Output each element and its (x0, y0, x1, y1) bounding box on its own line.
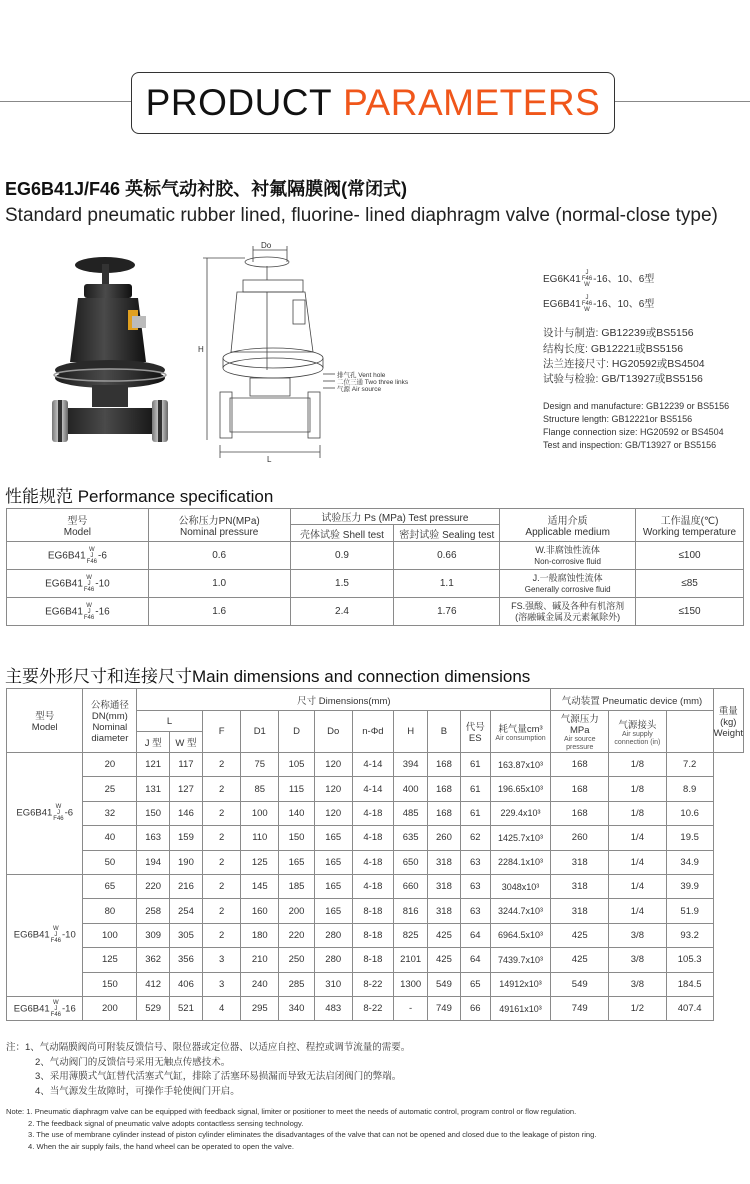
note-cn-4: 4、当气源发生故障时，可操作手轮使阀门开启。 (35, 1085, 240, 1097)
notes-cn (6, 1041, 410, 1099)
dims-cell: 2 (202, 899, 241, 923)
dims-cell: 749 (428, 996, 461, 1020)
header-word-product: PRODUCT (145, 82, 333, 123)
dims-cell: 295 (241, 996, 279, 1020)
dims-cell: 80 (83, 899, 137, 923)
perf-header-test: 试验压力 Ps (MPa) Test pressure (290, 509, 500, 525)
dims-cell: 400 (394, 777, 428, 801)
drawing-label-links: 二位三通 Two three links (337, 379, 409, 386)
dims-cell: 412 (137, 972, 170, 996)
dims-header-connection: 气源接头 Air supply connection (in) (609, 711, 667, 753)
dims-cell: 185 (279, 874, 315, 898)
perf-cell-pn: 1.0 (148, 570, 290, 598)
dims-cell: 285 (279, 972, 315, 996)
dims-cell: 2 (202, 777, 241, 801)
dims-cell: 549 (551, 972, 609, 996)
dims-cell: 61 (460, 777, 490, 801)
dims-row (7, 948, 744, 972)
dims-header-dn: 公称通径 DN(mm) Nominal diameter (83, 689, 137, 753)
dims-cell: 210 (241, 948, 279, 972)
model-cell: EG6B41W J F46-16 (7, 598, 149, 626)
dims-header-h: H (394, 711, 428, 753)
dims-cell: 4-18 (352, 826, 394, 850)
dims-cell: 318 (551, 850, 609, 874)
dims-cell: 258 (137, 899, 170, 923)
dims-cell: 125 (241, 850, 279, 874)
dims-cell: 254 (170, 899, 203, 923)
dims-cell: 75 (241, 753, 279, 777)
dims-header-d1: D1 (241, 711, 279, 753)
dims-header-w: W 型 (170, 732, 203, 753)
dims-cell: 180 (241, 923, 279, 947)
dims-cell: 425 (428, 948, 461, 972)
dims-cell: 1/8 (609, 753, 667, 777)
dims-cell: 194 (137, 850, 170, 874)
dims-cell: 61 (460, 801, 490, 825)
dims-cell: - (394, 996, 428, 1020)
dims-cell: 110 (241, 826, 279, 850)
valve-technical-drawing (195, 240, 435, 465)
note-en-2: 2. The feedback signal of pneumatic valve adopts contactless sensing technology. (28, 1118, 304, 1128)
dims-cell: 165 (314, 826, 352, 850)
dims-cell: 229.4x10³ (490, 801, 551, 825)
dims-cell: 64 (460, 923, 490, 947)
dims-row (7, 801, 744, 825)
dims-cell: 8-18 (352, 948, 394, 972)
dims-cell: 220 (279, 923, 315, 947)
dims-cell: 14912x10³ (490, 972, 551, 996)
dims-header-l: L (137, 711, 203, 732)
dims-cell: 184.5 (666, 972, 713, 996)
dims-header-j: J 型 (137, 732, 170, 753)
standard-en-1: Design and manufacture: GB12239 or BS5156 (543, 401, 730, 411)
dims-header-weight: 重量(kg) Weight (713, 689, 743, 753)
dims-cell: 168 (551, 777, 609, 801)
dims-cell: 3048x10³ (490, 874, 551, 898)
dims-cell: 4-18 (352, 874, 394, 898)
dims-cell: 51.9 (666, 899, 713, 923)
dims-cell: 120 (314, 777, 352, 801)
dims-cell: 63 (460, 850, 490, 874)
perf-table (6, 508, 744, 626)
header-banner (131, 72, 615, 134)
dims-cell: 340 (279, 996, 315, 1020)
notes-en (6, 1106, 746, 1152)
dims-cell: 1/8 (609, 801, 667, 825)
dims-cell: 200 (279, 899, 315, 923)
perf-header-shell: 壳体试验 Shell test (290, 525, 394, 542)
dims-cell: 120 (314, 753, 352, 777)
perf-header-model: 型号 Model (7, 509, 149, 542)
dims-cell: 4-14 (352, 777, 394, 801)
dims-cell: 8-18 (352, 899, 394, 923)
dims-cell: 2 (202, 874, 241, 898)
dims-cell: 305 (170, 923, 203, 947)
perf-cell-seal: 1.76 (394, 598, 500, 626)
dims-cell: 150 (279, 826, 315, 850)
dims-cell: 63 (460, 874, 490, 898)
dims-header-do: Do (314, 711, 352, 753)
dims-cell: 2101 (394, 948, 428, 972)
dims-cell: 131 (137, 777, 170, 801)
dims-cell: 168 (551, 753, 609, 777)
note-cn-2: 2、气动阀门的反馈信号采用无触点传感技术。 (35, 1056, 231, 1068)
model-cell: EG6B41W J F46-6 (7, 542, 149, 570)
model-suffix-stack: J F46 W (581, 295, 593, 314)
dims-header-pneumatic: 气动装置 Pneumatic device (mm) (551, 689, 713, 711)
dims-cell: 165 (314, 850, 352, 874)
perf-row (7, 598, 744, 626)
dims-cell: 1/4 (609, 899, 667, 923)
perf-cell-medium: W.非腐蚀性流体 Non-corrosive fluid (500, 542, 636, 570)
dims-cell: 425 (428, 923, 461, 947)
dims-cell: 4 (202, 996, 241, 1020)
dims-cell: 100 (83, 923, 137, 947)
drawing-label-do: Do (261, 241, 272, 250)
perf-cell-temp: ≤150 (636, 598, 744, 626)
dims-cell: 115 (279, 777, 315, 801)
dims-cell: 61 (460, 753, 490, 777)
perf-cell-shell: 2.4 (290, 598, 394, 626)
drawing-label-vent: 排气孔 Vent hole (337, 372, 386, 379)
drawing-label-h: H (198, 345, 204, 354)
dims-cell: 168 (551, 801, 609, 825)
dims-cell: 165 (314, 899, 352, 923)
dims-cell: 310 (314, 972, 352, 996)
dims-cell: 816 (394, 899, 428, 923)
dims-cell: 140 (279, 801, 315, 825)
perf-row (7, 570, 744, 598)
dims-cell: 406 (170, 972, 203, 996)
dims-header-model: 型号 Model (7, 689, 83, 753)
standard-en-2: Structure length: GB12221or BS5156 (543, 414, 693, 424)
drawing-label-air: 气源 Air source (337, 386, 382, 393)
dims-cell: 165 (314, 874, 352, 898)
dims-cell: 4-18 (352, 850, 394, 874)
dims-cell: 7.2 (666, 753, 713, 777)
dims-cell: 65 (460, 972, 490, 996)
dims-cell: 635 (394, 826, 428, 850)
note-cn-3: 3、采用薄膜式气缸替代活塞式气缸，排除了活塞环易损漏而导致无法启闭阀门的弊端。 (35, 1071, 402, 1082)
note-en-1: Note: 1. Pneumatic diaphragm valve can be equipped with feedback signal, limiter or positioner to meet the needs of automatic control, program control or flow regulation. (6, 1107, 577, 1116)
dims-cell: 260 (428, 826, 461, 850)
dims-cell: 34.9 (666, 850, 713, 874)
dims-header-d: D (279, 711, 315, 753)
model-cell: EG6B41W J F46-10 (7, 570, 149, 598)
dims-cell: 7439.7x10³ (490, 948, 551, 972)
dims-cell: 121 (137, 753, 170, 777)
dims-cell: 4-14 (352, 753, 394, 777)
dims-cell: 168 (428, 777, 461, 801)
dims-cell: 163.87x10³ (490, 753, 551, 777)
dims-cell: 356 (170, 948, 203, 972)
dims-cell: 3 (202, 948, 241, 972)
model-cell: EG6B41W J F46-10 (7, 874, 83, 996)
dims-cell: 521 (170, 996, 203, 1020)
dims-row (7, 753, 744, 777)
perf-header-seal: 密封试验 Sealing test (394, 525, 500, 542)
dims-cell: 1300 (394, 972, 428, 996)
dims-cell: 2 (202, 923, 241, 947)
dims-cell: 260 (551, 826, 609, 850)
dims-cell: 190 (170, 850, 203, 874)
dims-cell: 85 (241, 777, 279, 801)
perf-cell-temp: ≤100 (636, 542, 744, 570)
perf-cell-medium: J.一般腐蚀性流体 Generally corrosive fluid (500, 570, 636, 598)
dims-cell: 32 (83, 801, 137, 825)
dims-cell: 485 (394, 801, 428, 825)
dims-cell: 100 (241, 801, 279, 825)
dims-cell: 40 (83, 826, 137, 850)
dims-cell: 2 (202, 753, 241, 777)
dims-cell: 749 (551, 996, 609, 1020)
dims-cell: 105 (279, 753, 315, 777)
perf-section-title: 性能规范 Performance specification (5, 487, 274, 506)
dims-cell: 3/8 (609, 948, 667, 972)
dims-cell: 1/8 (609, 777, 667, 801)
dims-row (7, 826, 744, 850)
dims-cell: 10.6 (666, 801, 713, 825)
dims-cell: 64 (460, 948, 490, 972)
standard-cn-1: 设计与制造: GB12239或BS5156 (543, 327, 694, 339)
model-cell: EG6B41W J F46-16 (7, 996, 83, 1020)
dims-row (7, 874, 744, 898)
dims-cell: 105.3 (666, 948, 713, 972)
dims-cell: 196.65x10³ (490, 777, 551, 801)
dims-cell: 3/8 (609, 972, 667, 996)
header-word-parameters: PARAMETERS (343, 82, 601, 123)
note-en-3: 3. The use of membrane cylinder instead of piston cylinder eliminates the disadvantages of the valve that can not be opened and closed due to the leakage of piston ring. (28, 1130, 597, 1139)
dims-cell: 549 (428, 972, 461, 996)
model-name-2: EG6B41 (543, 299, 581, 310)
dims-cell: 425 (551, 923, 609, 947)
perf-cell-seal: 1.1 (394, 570, 500, 598)
perf-cell-temp: ≤85 (636, 570, 744, 598)
dims-cell: 8-18 (352, 923, 394, 947)
dims-cell: 216 (170, 874, 203, 898)
dims-row (7, 972, 744, 996)
note-cn-1: 注：1、气动隔膜阀尚可附装反馈信号、限位器或定位器、以适应自控、程控或调节流量的需要。 (6, 1042, 411, 1053)
dims-cell: 407.4 (666, 996, 713, 1020)
dims-cell: 2 (202, 801, 241, 825)
dims-header-size: 尺寸 Dimensions(mm) (137, 689, 551, 711)
dims-row (7, 777, 744, 801)
dims-cell: 19.5 (666, 826, 713, 850)
dims-cell: 49161x10³ (490, 996, 551, 1020)
dims-cell: 2 (202, 826, 241, 850)
model-suffix-stack: J F46 W (581, 270, 593, 289)
perf-header-medium: 适用介质 Applicable medium (500, 509, 636, 542)
dims-cell: 3/8 (609, 923, 667, 947)
dims-cell: 1/2 (609, 996, 667, 1020)
dims-cell: 394 (394, 753, 428, 777)
dims-cell: 160 (241, 899, 279, 923)
dims-cell: 168 (428, 801, 461, 825)
dims-cell: 309 (137, 923, 170, 947)
dims-cell: 127 (170, 777, 203, 801)
dims-cell: 163 (137, 826, 170, 850)
perf-header-temp: 工作温度(℃) Working temperature (636, 509, 744, 542)
dims-table (6, 688, 744, 1021)
dims-cell: 4-18 (352, 801, 394, 825)
dims-cell: 8.9 (666, 777, 713, 801)
dims-cell: 2284.1x10³ (490, 850, 551, 874)
perf-cell-shell: 1.5 (290, 570, 394, 598)
dims-cell: 20 (83, 753, 137, 777)
dims-cell: 318 (551, 899, 609, 923)
dims-row (7, 850, 744, 874)
dims-cell: 62 (460, 826, 490, 850)
dims-cell: 25 (83, 777, 137, 801)
dims-cell: 63 (460, 899, 490, 923)
dims-cell: 145 (241, 874, 279, 898)
standard-cn-2: 结构长度: GB12221或BS5156 (543, 343, 684, 355)
product-title-cn: EG6B41J/F46 英标气动衬胶、衬氟隔膜阀(常闭式) (5, 179, 408, 199)
dims-cell: 280 (314, 923, 352, 947)
perf-row (7, 542, 744, 570)
dims-cell: 483 (314, 996, 352, 1020)
dims-cell: 146 (170, 801, 203, 825)
header-line-left (0, 101, 131, 102)
model-name-1: EG6K41 (543, 274, 581, 285)
dims-cell: 318 (551, 874, 609, 898)
standard-cn-3: 法兰连接尺寸: HG20592或BS4504 (543, 358, 705, 370)
dims-header-source: 气源压力 MPa Air source pressure (551, 711, 609, 753)
drawing-label-l: L (267, 455, 272, 464)
dims-cell: 125 (83, 948, 137, 972)
dims-cell: 318 (428, 899, 461, 923)
dims-cell: 200 (83, 996, 137, 1020)
model-cell: EG6B41W J F46-6 (7, 753, 83, 875)
dims-header-nd: n-Φd (352, 711, 394, 753)
dims-cell: 318 (428, 874, 461, 898)
dims-cell: 165 (279, 850, 315, 874)
perf-cell-pn: 0.6 (148, 542, 290, 570)
dims-cell: 660 (394, 874, 428, 898)
standard-cn-4: 试验与检验: GB/T13927或BS5156 (543, 373, 703, 385)
dims-header-es: 代号 ES (460, 711, 490, 753)
perf-header-pn: 公称压力PN(MPa) Nominal pressure (148, 509, 290, 542)
dims-cell: 362 (137, 948, 170, 972)
dims-cell: 1/4 (609, 826, 667, 850)
dims-header-air: 耗气量cm³ Air consumption (490, 711, 551, 753)
dims-cell: 220 (137, 874, 170, 898)
note-en-4: 4. When the air supply fails, the hand wheel can be operated to open the valve. (28, 1141, 294, 1151)
standard-en-4: Test and inspection: GB/T13927 or BS5156 (543, 440, 717, 450)
standard-en-3: Flange connection size: HG20592 or BS4504 (543, 427, 724, 437)
dims-cell: 8-22 (352, 972, 394, 996)
dims-row (7, 899, 744, 923)
dims-cell: 168 (428, 753, 461, 777)
dims-cell: 2 (202, 850, 241, 874)
dims-row (7, 923, 744, 947)
dims-cell: 318 (428, 850, 461, 874)
dims-cell: 50 (83, 850, 137, 874)
perf-cell-shell: 0.9 (290, 542, 394, 570)
dims-cell: 1/4 (609, 850, 667, 874)
dims-cell: 150 (83, 972, 137, 996)
dims-cell: 120 (314, 801, 352, 825)
dims-cell: 825 (394, 923, 428, 947)
dims-cell: 117 (170, 753, 203, 777)
dims-cell: 93.2 (666, 923, 713, 947)
perf-cell-seal: 0.66 (394, 542, 500, 570)
dims-cell: 529 (137, 996, 170, 1020)
dims-cell: 8-22 (352, 996, 394, 1020)
dims-cell: 39.9 (666, 874, 713, 898)
dims-row (7, 996, 744, 1020)
dims-cell: 65 (83, 874, 137, 898)
dims-cell: 159 (170, 826, 203, 850)
model-designation-1: EG6K41J F46 W-16、10、6型 (543, 270, 655, 289)
dims-cell: 3244.7x10³ (490, 899, 551, 923)
dims-cell: 280 (314, 948, 352, 972)
model-designation-2: EG6B41J F46 W-16、10、6型 (543, 295, 655, 314)
dims-cell: 3 (202, 972, 241, 996)
header-line-right (614, 101, 750, 102)
perf-cell-pn: 1.6 (148, 598, 290, 626)
dims-header-f: F (202, 711, 241, 753)
product-title-en: Standard pneumatic rubber lined, fluorine- lined diaphragm valve (normal-close type) (5, 205, 718, 226)
dims-cell: 240 (241, 972, 279, 996)
dims-cell: 425 (551, 948, 609, 972)
dims-header-b: B (428, 711, 461, 753)
dims-cell: 650 (394, 850, 428, 874)
dims-cell: 66 (460, 996, 490, 1020)
dims-cell: 1425.7x10³ (490, 826, 551, 850)
valve-photo (50, 250, 185, 460)
dims-cell: 150 (137, 801, 170, 825)
dims-cell: 250 (279, 948, 315, 972)
dims-cell: 6964.5x10³ (490, 923, 551, 947)
perf-cell-medium: FS.强酸、碱及各种有机溶剂 (溶融碱金属及元素氟除外) (500, 598, 636, 626)
dims-cell: 1/4 (609, 874, 667, 898)
dims-section-title: 主要外形尺寸和连接尺寸Main dimensions and connection dimensions (5, 667, 531, 686)
